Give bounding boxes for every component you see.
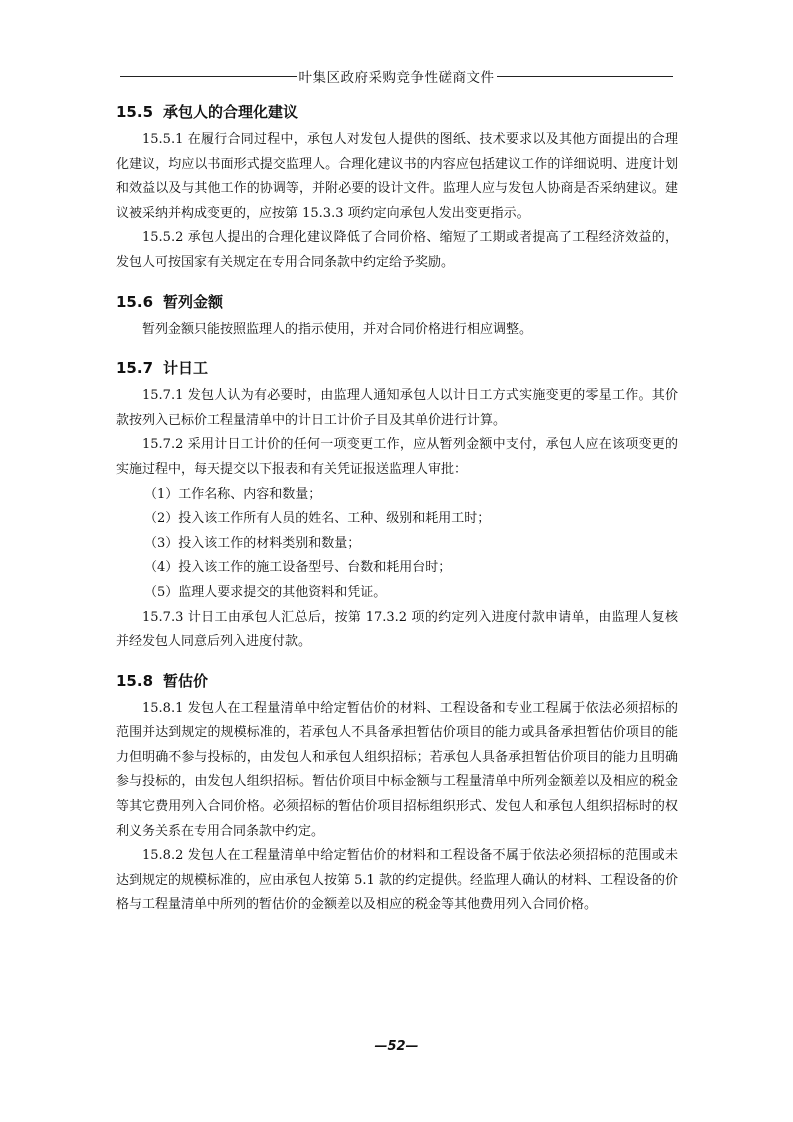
section-number: 15.8: [116, 671, 154, 690]
paragraph: 15.7.3 计日工由承包人汇总后，按第 17.3.2 项的约定列入进度付款申请单，由监理人复核并经发包人同意后列入进度付款。: [116, 609, 678, 650]
paragraph: 15.7.2 采用计日工计价的任何一项变更工作，应从暂列金额中支付，承包人应在该项变更的实施过程中，每天提交以下报表和有关凭证报送监理人审批：: [116, 437, 678, 477]
section-title: 暂估价: [163, 671, 209, 690]
list-item: （5）监理人要求提交的其他资料和凭证。: [144, 584, 387, 600]
section-number: 15.6: [116, 292, 154, 311]
section-title: 暂列金额: [163, 292, 224, 311]
section-number: 15.7: [116, 359, 154, 378]
paragraph: 15.5.2 承包人提出的合理化建议降低了合同价格、缩短了工期或者提高了工程经济效益的，发包人可按国家有关规定在专用合同条款中约定给予奖励。: [116, 230, 678, 270]
section-heading-15-8: [116, 669, 678, 693]
section-heading-15-5: [116, 100, 678, 124]
section-body: [116, 384, 678, 655]
section-body: [116, 697, 678, 918]
section-title: 计日工: [163, 359, 209, 378]
list-item: （3）投入该工作的材料类别和数量；: [144, 535, 361, 551]
page-body: [116, 100, 678, 918]
list-item: （4）投入该工作的施工设备型号、台数和耗用台时；: [144, 560, 452, 576]
section-number: 15.5: [116, 103, 154, 121]
section-body: [116, 318, 678, 343]
section-heading-15-7: [116, 356, 678, 380]
page-number: —52—: [374, 1039, 419, 1054]
paragraph: 暂列金额只能按照监理人的指示使用，并对合同价格进行相应调整。: [142, 321, 533, 337]
section-body: [116, 128, 678, 276]
header-rule-left: [120, 76, 297, 77]
paragraph: 15.8.1 发包人在工程量清单中给定暂估价的材料、工程设备和专业工程属于依法必须招标的范围并达到规定的规模标准的，若承包人不具备承担暂估价项目的能力或具备承担暂估价项目的能力但明确不参与投标的，由发包人和承包人组织招标；若承包人具备承担暂估价项目的能力且明确参与投标的，由发包人组织招标。暂估价项目中标金额与工程量清单中所列金额差以及相应的税金等其它费用列入合同价格。必须招标的暂估价项目招标组织形式、发包人和承包人组织招标时的权利义务关系在专用合同条款中约定。: [116, 700, 678, 839]
header-rule-right: [497, 76, 674, 77]
list-item: （1）工作名称、内容和数量；: [144, 486, 322, 502]
section-title: 承包人的合理化建议: [163, 103, 299, 121]
section-heading-15-6: [116, 290, 678, 314]
paragraph: 15.8.2 发包人在工程量清单中给定暂估价的材料和工程设备不属于依法必须招标的范围或未达到规定的规模标准的，应由承包人按第 5.1 款的约定提供。经监理人确认的材料、工程设备的价格与工程量清单中所列的暂估价的金额差以及相应的税金等其他费用列入合同价格。: [116, 848, 678, 913]
paragraph: 15.7.1 发包人认为有必要时，由监理人通知承包人以计日工方式实施变更的零星工作。其价款按列入已标价工程量清单中的计日工计价子目及其单价进行计算。: [116, 388, 678, 428]
list-item: （2）投入该工作所有人员的姓名、工种、级别和耗用工时；: [144, 511, 491, 527]
running-header: [120, 66, 673, 86]
paragraph: 15.5.1 在履行合同过程中，承包人对发包人提供的图纸、技术要求以及其他方面提出的合理化建议，均应以书面形式提交监理人。合理化建议书的内容应包括建议工作的详细说明、进度计划和效益以及与其他工作的协调等，并附必要的设计文件。监理人应与发包人协商是否采纳建议。建议被采纳并构成变更的，应按第 15.3.3 项约定向承包人发出变更指示。: [116, 132, 678, 221]
header-title: 叶集区政府采购竞争性磋商文件: [298, 70, 495, 86]
